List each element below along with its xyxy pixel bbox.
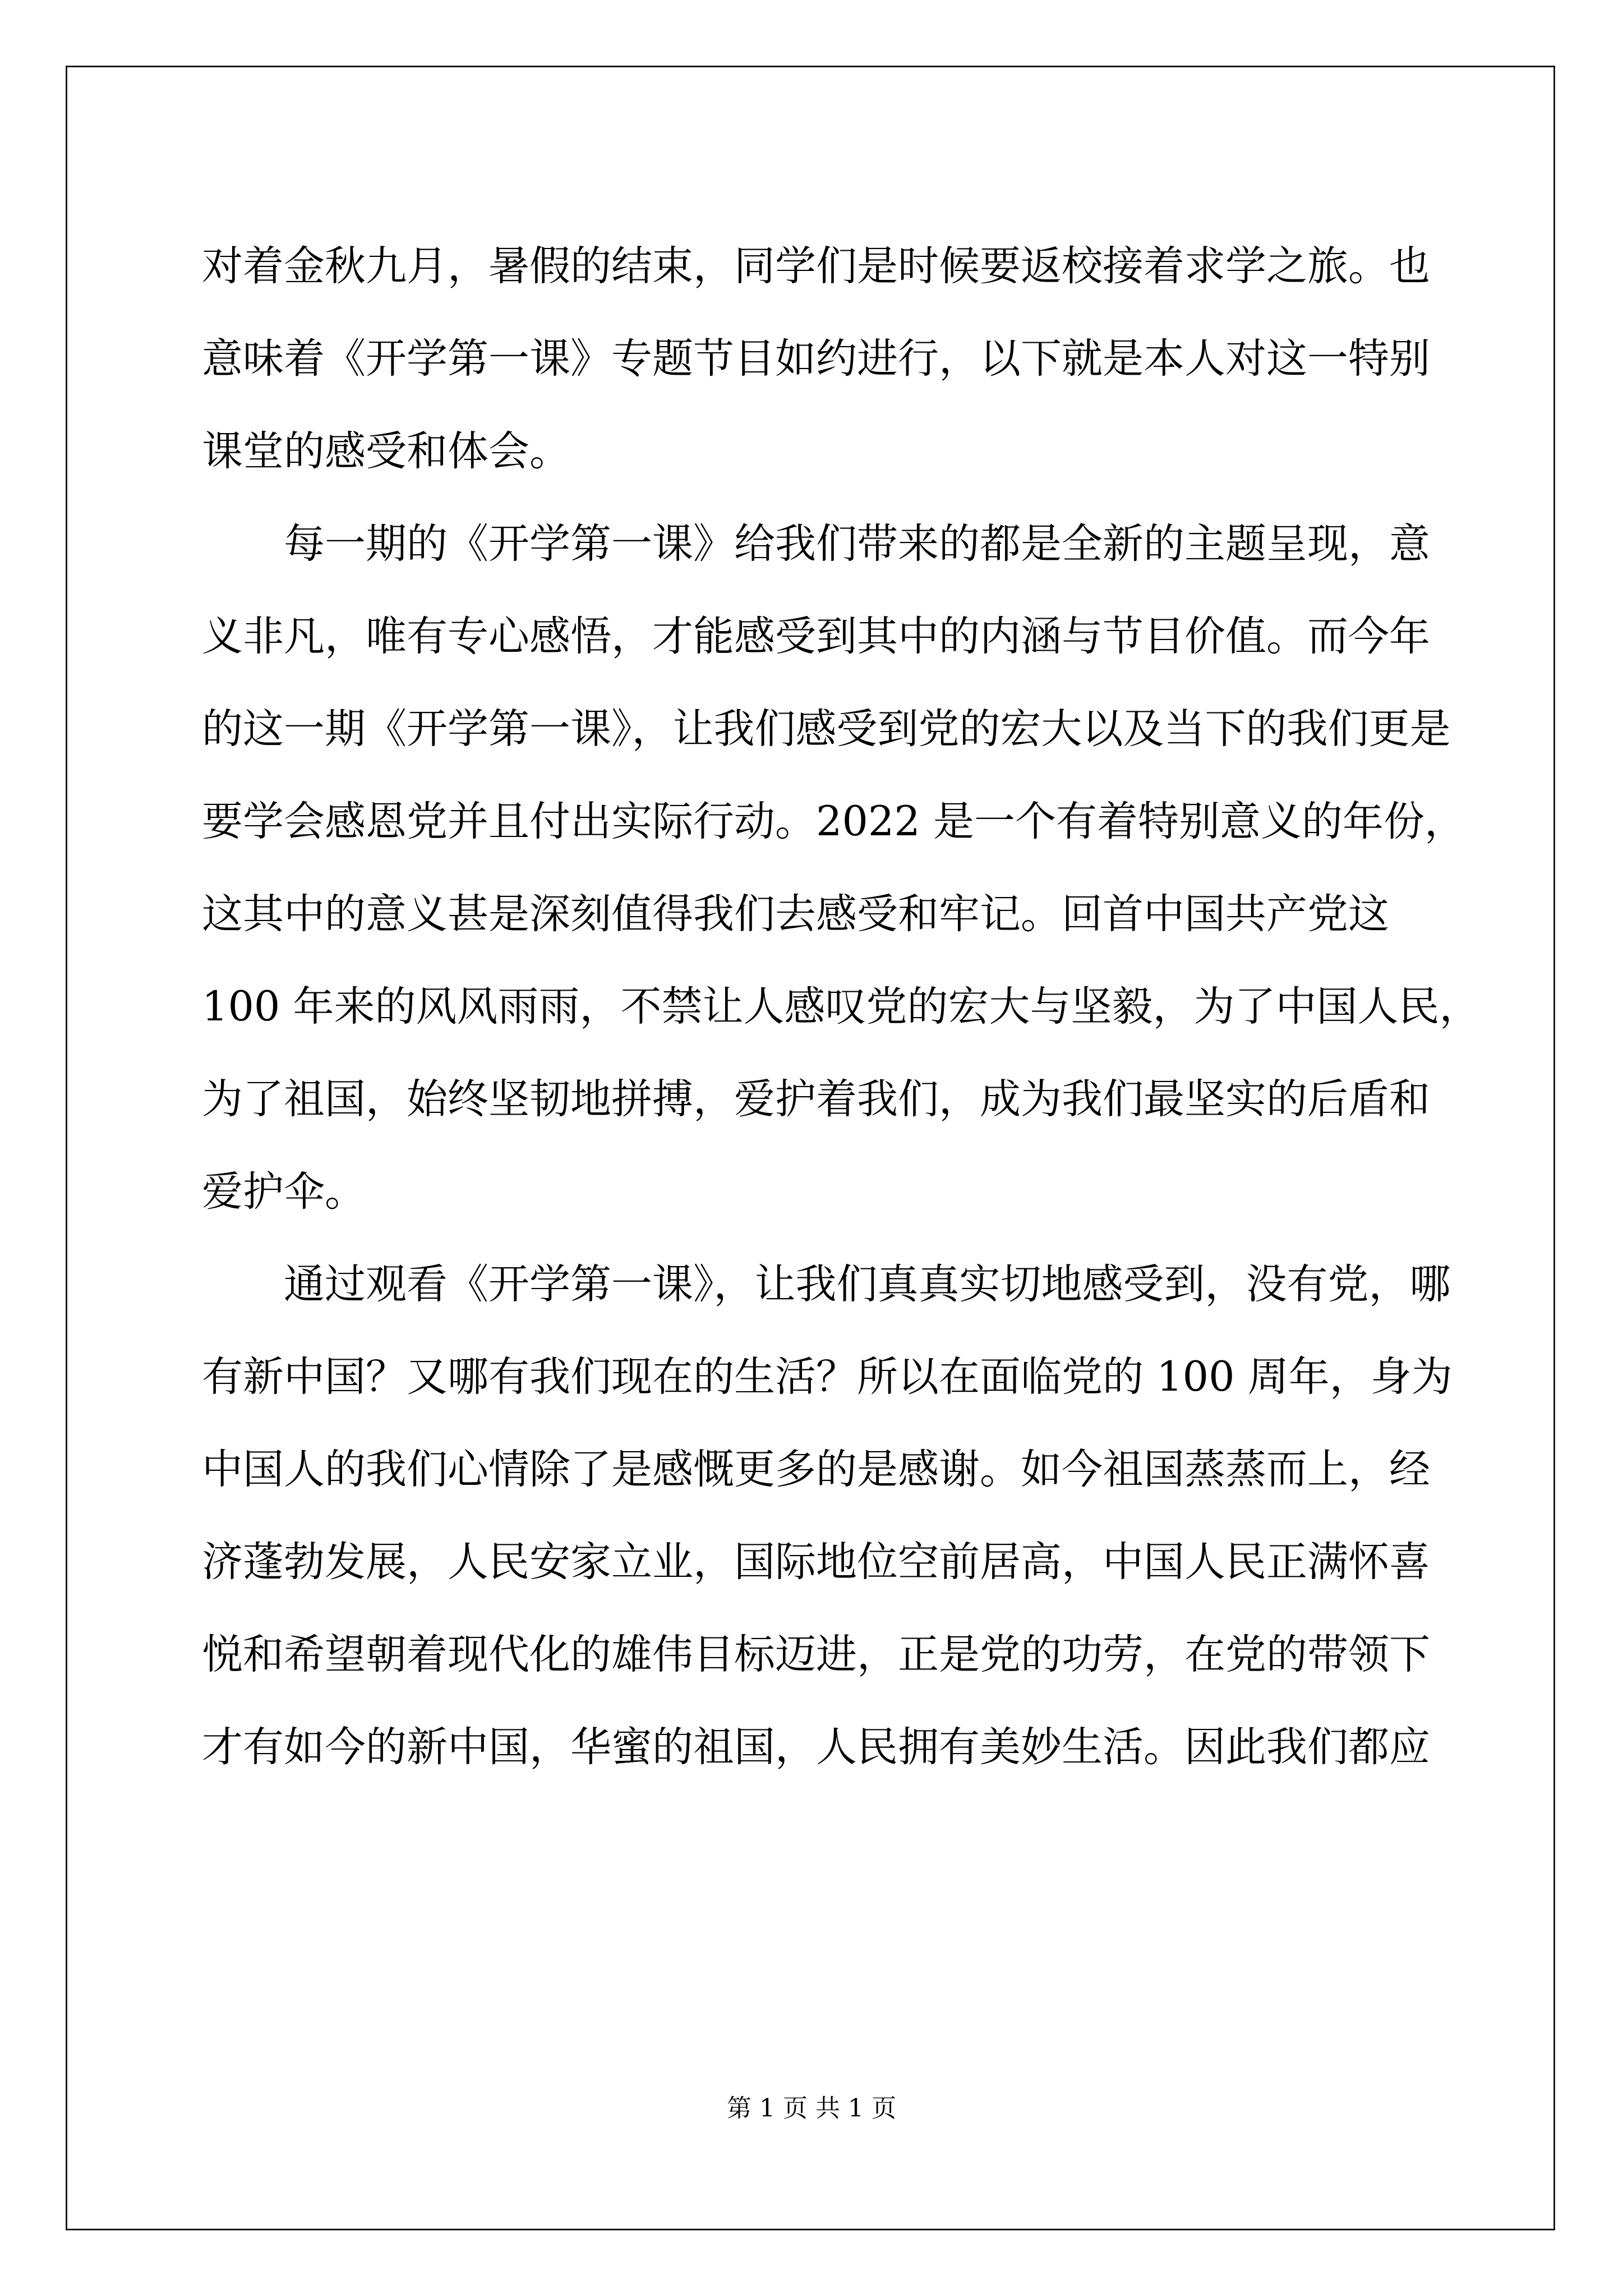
text-line: 有新中国？又哪有我们现在的生活？所以在面临党的 100 周年，身为 [202,1353,1453,1401]
text-line: 为了祖国，始终坚韧地拼搏，爱护着我们，成为我们最坚实的后盾和 [202,1075,1430,1123]
text-line: 爱护伞。 [202,1168,366,1216]
paragraph-first-line: 通过观看《开学第一课》，让我们真真实切地感受到，没有党，哪 [284,1260,1451,1308]
text-line: 意味着《开学第一课》专题节目如约进行，以下就是本人对这一特别 [202,335,1430,383]
text-line: 100 年来的风风雨雨，不禁让人感叹党的宏大与坚毅，为了中国人民， [202,983,1481,1030]
text-line: 义非凡，唯有专心感悟，才能感受到其中的内涵与节目价值。而今年 [202,613,1430,660]
text-line: 要学会感恩党并且付出实际行动。2022 是一个有着特别意义的年份， [202,798,1465,845]
text-line: 对着金秋九月，暑假的结束，同学们是时候要返校接着求学之旅。也 [202,242,1430,290]
text-line: 课堂的感受和体会。 [202,427,570,475]
text-line: 济蓬勃发展，人民安家立业，国际地位空前居高，中国人民正满怀喜 [202,1538,1430,1586]
paragraph-first-line: 每一期的《开学第一课》给我们带来的都是全新的主题呈现，意 [284,520,1430,568]
text-line: 才有如今的新中国，华蜜的祖国，人民拥有美妙生活。因此我们都应 [202,1723,1430,1771]
page-number-footer: 第 1 页 共 1 页 [727,2094,896,2123]
text-line: 的这一期《开学第一课》，让我们感受到党的宏大以及当下的我们更是 [202,705,1451,753]
text-line: 悦和希望朝着现代化的雄伟目标迈进，正是党的功劳，在党的带领下 [202,1631,1430,1678]
text-line: 这其中的意义甚是深刻值得我们去感受和牢记。回首中国共产党这 [202,890,1389,938]
text-line: 中国人的我们心情除了是感慨更多的是感谢。如今祖国蒸蒸而上，经 [202,1446,1430,1493]
